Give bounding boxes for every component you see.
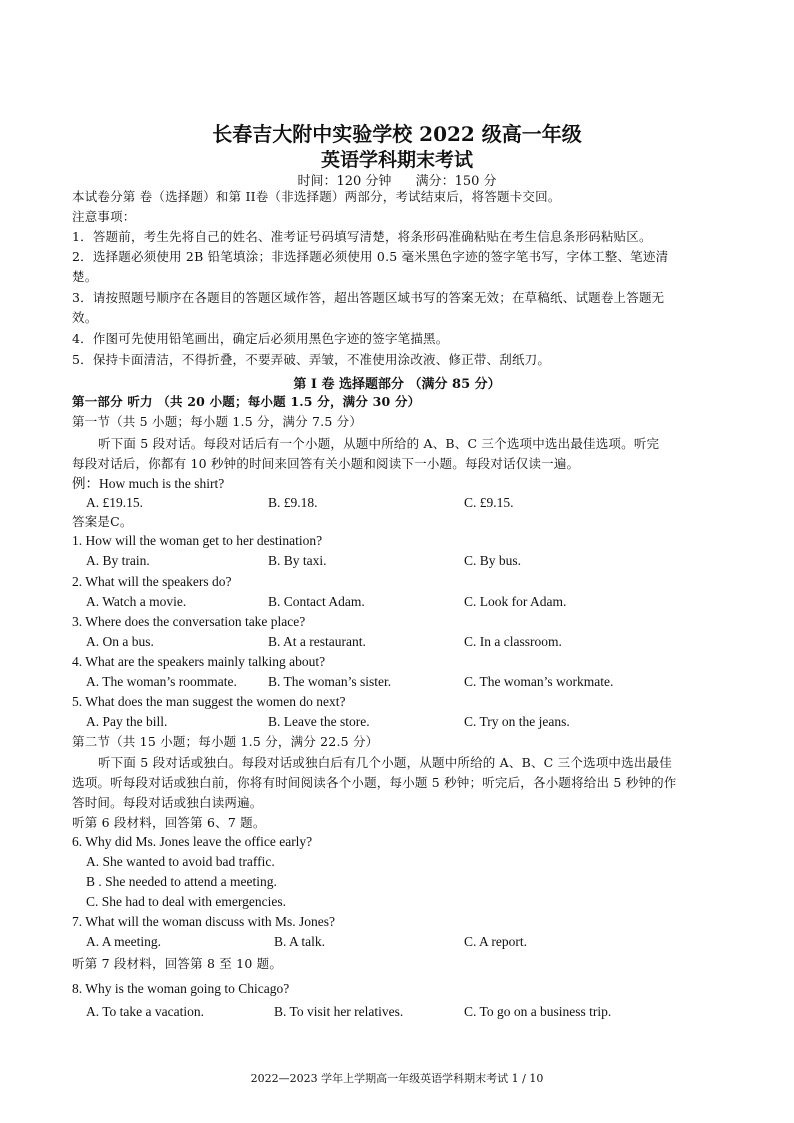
- exam-time: 时间：120 分钟: [297, 174, 392, 189]
- material-6-heading: 听第 6 段材料，回答第 6、7 题。: [72, 815, 266, 830]
- q8-option-c: C. To go on a business trip.: [464, 1004, 612, 1019]
- q7-option-a: A. A meeting.: [86, 934, 161, 949]
- q6-option-a: A. She wanted to avoid bad traffic.: [86, 854, 275, 869]
- question-7: 7. What will the woman discuss with Ms. Jones?: [72, 914, 335, 929]
- section1-instructions-cont: 每段对话后，你都有 10 秒钟的时间来回答有关小题和阅读下一小题。每段对话仅读一遍。: [72, 456, 580, 471]
- q1-option-a: A. By train.: [86, 553, 150, 568]
- question-2: 2. What will the speakers do?: [72, 574, 232, 589]
- q5-option-b: B. Leave the store.: [268, 714, 370, 729]
- notice-line: 4．作图可先使用铅笔画出，确定后必须用黑色字迹的签字笔描黑。: [72, 331, 449, 346]
- q4-option-c: C. The woman’s workmate.: [464, 674, 614, 689]
- question-1: 1. How will the woman get to her destination?: [72, 533, 323, 548]
- notice-line: 楚。: [72, 269, 98, 284]
- question-5: 5. What does the man suggest the women do next?: [72, 694, 346, 709]
- q7-option-b: B. A talk.: [274, 934, 326, 949]
- q4-option-b: B. The woman’s sister.: [268, 674, 392, 689]
- notice-line: 3．请按照题号顺序在各题目的答题区域作答，超出答题区域书写的答案无效；在草稿纸、试题卷上答题无: [72, 290, 665, 305]
- exam-title-subject: 英语学科期末考试: [320, 149, 473, 171]
- q2-option-c: C. Look for Adam.: [464, 594, 567, 609]
- section2-instructions-end: 答时间。每段对话或独白读两遍。: [72, 795, 263, 810]
- example-answer: 答案是C。: [72, 514, 133, 529]
- q7-option-c: C. A report.: [464, 934, 527, 949]
- section2-instructions: 听下面 5 段对话或独白。每段对话或独白后有几个小题，从题中所给的 A、B、C 三个选项中选出最佳: [98, 755, 672, 770]
- page-footer: 2022—2023 学年上学期高一年级英语学科期末考试 1 / 10: [250, 1072, 544, 1085]
- section1-title: 第一节（共 5 小题；每小题 1.5 分，满分 7.5 分）: [72, 414, 363, 429]
- q2-option-a: A. Watch a movie.: [86, 594, 187, 609]
- q5-option-c: C. Try on the jeans.: [464, 714, 570, 729]
- question-3: 3. Where does the conversation take place?: [72, 614, 306, 629]
- question-4: 4. What are the speakers mainly talking about?: [72, 654, 326, 669]
- section2-title: 第二节（共 15 小题；每小题 1.5 分，满分 22.5 分）: [72, 734, 379, 749]
- q3-option-c: C. In a classroom.: [464, 634, 562, 649]
- notice-line: 1．答题前，考生先将自己的姓名、准考证号码填写清楚，将条形码准确粘贴在考生信息条形码粘贴区。: [72, 229, 652, 244]
- material-7-heading: 听第 7 段材料，回答第 8 至 10 题。: [72, 956, 283, 971]
- question-8: 8. Why is the woman going to Chicago?: [72, 981, 290, 996]
- q3-option-a: A. On a bus.: [86, 634, 154, 649]
- exam-title-school: 长春吉大附中实验学校 2022 级高一年级: [212, 122, 582, 146]
- example-option-a: A. £19.15.: [86, 495, 143, 510]
- notice-title: 注意事项：: [72, 209, 136, 224]
- volume-title: 第 I 卷 选择题部分 （满分 85 分）: [293, 377, 501, 392]
- q3-option-b: B. At a restaurant.: [268, 634, 366, 649]
- exam-meta: [0, 170, 794, 189]
- q8-option-a: A. To take a vacation.: [86, 1004, 205, 1019]
- q6-option-b: B . She needed to attend a meeting.: [86, 874, 277, 889]
- section1-instructions: 听下面 5 段对话。每段对话后有一个小题，从题中所给的 A、B、C 三个选项中选出最佳选项。听完: [98, 436, 660, 451]
- exam-score: 满分：150 分: [415, 174, 497, 189]
- q2-option-b: B. Contact Adam.: [268, 594, 365, 609]
- q1-option-c: C. By bus.: [464, 553, 522, 568]
- notice-line: 2．选择题必须使用 2B 铅笔填涂；非选择题必须使用 0.5 毫米黑色字迹的签字笔书写，字体工整、笔迹清: [72, 249, 669, 264]
- q5-option-a: A. Pay the bill.: [86, 714, 168, 729]
- example-question: 例：How much is the shirt?: [72, 476, 225, 491]
- example-option-b: B. £9.18.: [268, 495, 318, 510]
- part1-title: 第一部分 听力 （共 20 小题；每小题 1.5 分，满分 30 分）: [72, 394, 421, 409]
- q4-option-a: A. The woman’s roommate.: [86, 674, 237, 689]
- notice-line: 5．保持卡面清洁，不得折叠，不要弄破、弄皱，不准使用涂改液、修正带、刮纸刀。: [72, 352, 551, 367]
- example-option-c: C. £9.15.: [464, 495, 514, 510]
- q6-option-c: C. She had to deal with emergencies.: [86, 894, 286, 909]
- section2-instructions-cont: 选项。听每段对话或独白前，你将有时间阅读各个小题，每小题 5 秒钟；听完后，各小题将给出 5 秒钟的作: [72, 775, 677, 790]
- intro-text: 本试卷分第 卷（选择题）和第 II卷（非选择题）两部分，考试结束后，将答题卡交回。: [72, 189, 561, 204]
- q8-option-b: B. To visit her relatives.: [274, 1004, 404, 1019]
- q1-option-b: B. By taxi.: [268, 553, 327, 568]
- notice-line: 效。: [72, 310, 98, 325]
- question-6: 6. Why did Ms. Jones leave the office early?: [72, 834, 313, 849]
